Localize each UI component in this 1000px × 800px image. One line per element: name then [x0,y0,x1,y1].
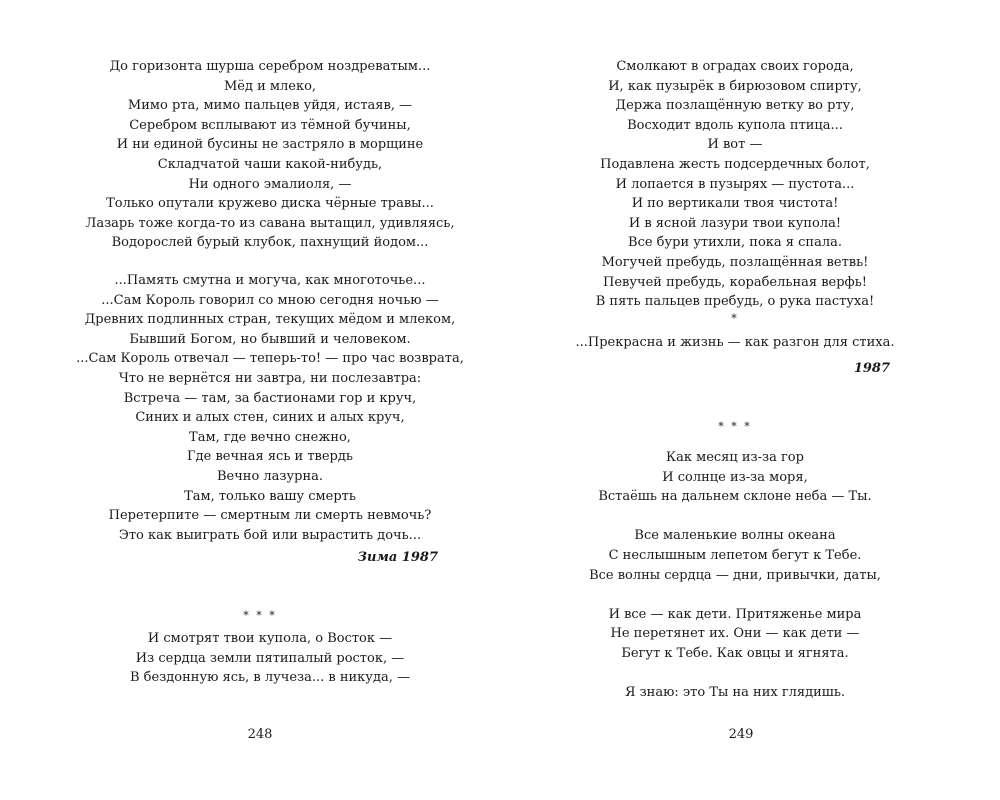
verse-line: Что не вернётся ни завтра, ни послезавтра: [118,370,422,386]
verse-line: Встреча — там, за бастионами гор и круч, [123,390,417,406]
poem2-last-line [535,333,935,353]
verse-line: Смолкают в оградах своих города, [616,59,854,74]
poem1-stanza2 [70,271,470,545]
poem1-stanza1 [70,57,470,253]
verse-line: ...Сам Король отвечал — теперь-то! — про час возврата, [76,351,464,367]
verse-line: Бывший Богом, но бывший и человеком. [129,331,411,347]
verse-line: Серебром всплывают из тёмной бучины, [129,117,411,133]
verse-line: Ни одного эмалиоля, — [188,176,352,192]
page-number-left: 248 [247,727,273,742]
verse-line: Все маленькие волны океана [634,528,836,544]
poem2-date: 1987 [853,361,890,376]
verse-line: И лопается в пузырях — пустота... [615,176,855,192]
verse-line: Не перетянет их. Они — как дети — [610,626,860,642]
verse-line: Из сердца земли пятипалый росток, — [135,650,405,666]
verse-line: ...Память смутна и могуча, как многоточье... [114,273,426,288]
verse-line: В бездонную ясь, в лучеза... в никуда, — [130,670,410,686]
poem1-date: Зима 1987 [357,550,438,565]
verse-line: И все — как дети. Притяженье мира [608,606,862,622]
section-separator: * * * [243,609,277,622]
verse-line [535,585,935,605]
verse-line: Вечно лазурна. [216,468,324,484]
verse-line [535,664,935,684]
verse-line: Это как выиграть бой или вырастить дочь... [118,527,422,543]
verse-line: И смотрят твои купола, о Восток — [147,631,393,646]
verse-line: Древних подлинных стран, текущих мёдом и млеком, [84,312,456,328]
poem2-continuation [535,57,935,312]
verse-line: Могучей пребудь, позлащённая ветвь! [601,254,869,270]
verse-line: Все волны сердца — дни, привычки, даты, [589,567,881,583]
verse-line: До горизонта шурша серебром ноздреватым... [109,59,431,74]
verse-line: Перетерпите — смертным ли смерть невмочь? [108,508,432,524]
verse-line: Лазарь тоже когда-то из савана вытащил, удивляясь, [85,215,455,231]
verse-line: Там, только вашу смерть [184,488,356,504]
poem3-lines [535,448,935,703]
verse-line: Мёд и млеко, [223,78,317,94]
verse-line: Только опутали кружево диска чёрные травы... [106,196,434,212]
page-number-right: 249 [728,727,754,742]
verse-line: И по вертикали твоя чистота! [631,196,839,212]
verse-line: Бегут к Тебе. Как овцы и ягнята. [621,645,849,661]
verse-line: Все бури утихли, пока я спала. [628,235,842,251]
verse-line: Складчатой чаши какой-нибудь, [157,156,383,172]
asterisk: * [731,312,739,325]
verse-line: С неслышным лепетом бегут к Тебе. [608,547,862,563]
verse-line: Мимо рта, мимо пальцев уйдя, истаяв, — [127,98,413,114]
verse-line: Как месяц из-за гор [666,450,804,465]
verse-line: ...Прекрасна и жизнь — как разгон для стиха. [575,335,895,350]
verse-line: И солнце из-за моря, [662,469,808,485]
verse-line: Там, где вечно снежно, [189,429,351,445]
verse-line: Подавлена жесть подсердечных болот, [600,156,870,172]
verse-line [535,507,935,527]
verse-line: Певучей пребудь, корабельная верфь! [602,274,868,290]
verse-line: И, как пузырёк в бирюзовом спирту, [608,78,862,94]
verse-line: Водорослей бурый клубок, пахнущий йодом... [111,235,429,251]
verse-line: И в ясной лазури твои купола! [628,215,842,231]
verse-line: Восходит вдоль купола птица... [627,117,843,133]
verse-line: В пять пальцев пребудь, о рука пастуха! [595,294,875,310]
section-separator: * * * [718,420,752,433]
verse-line: И вот — [707,137,763,153]
verse-line: ...Сам Король говорил со мною сегодня ночью — [101,292,439,308]
poem2-lines [70,629,470,688]
verse-line: Встаёшь на дальнем склоне неба — Ты. [598,489,872,505]
verse-line: Держа позлащённую ветку во рту, [615,98,855,114]
verse-line: Я знаю: это Ты на них глядишь. [624,685,846,701]
verse-line: И ни единой бусины не застряло в морщине [116,137,424,153]
verse-line: Синих и алых стен, синих и алых круч, [135,410,405,426]
verse-line: Где вечная ясь и твердь [187,449,353,465]
